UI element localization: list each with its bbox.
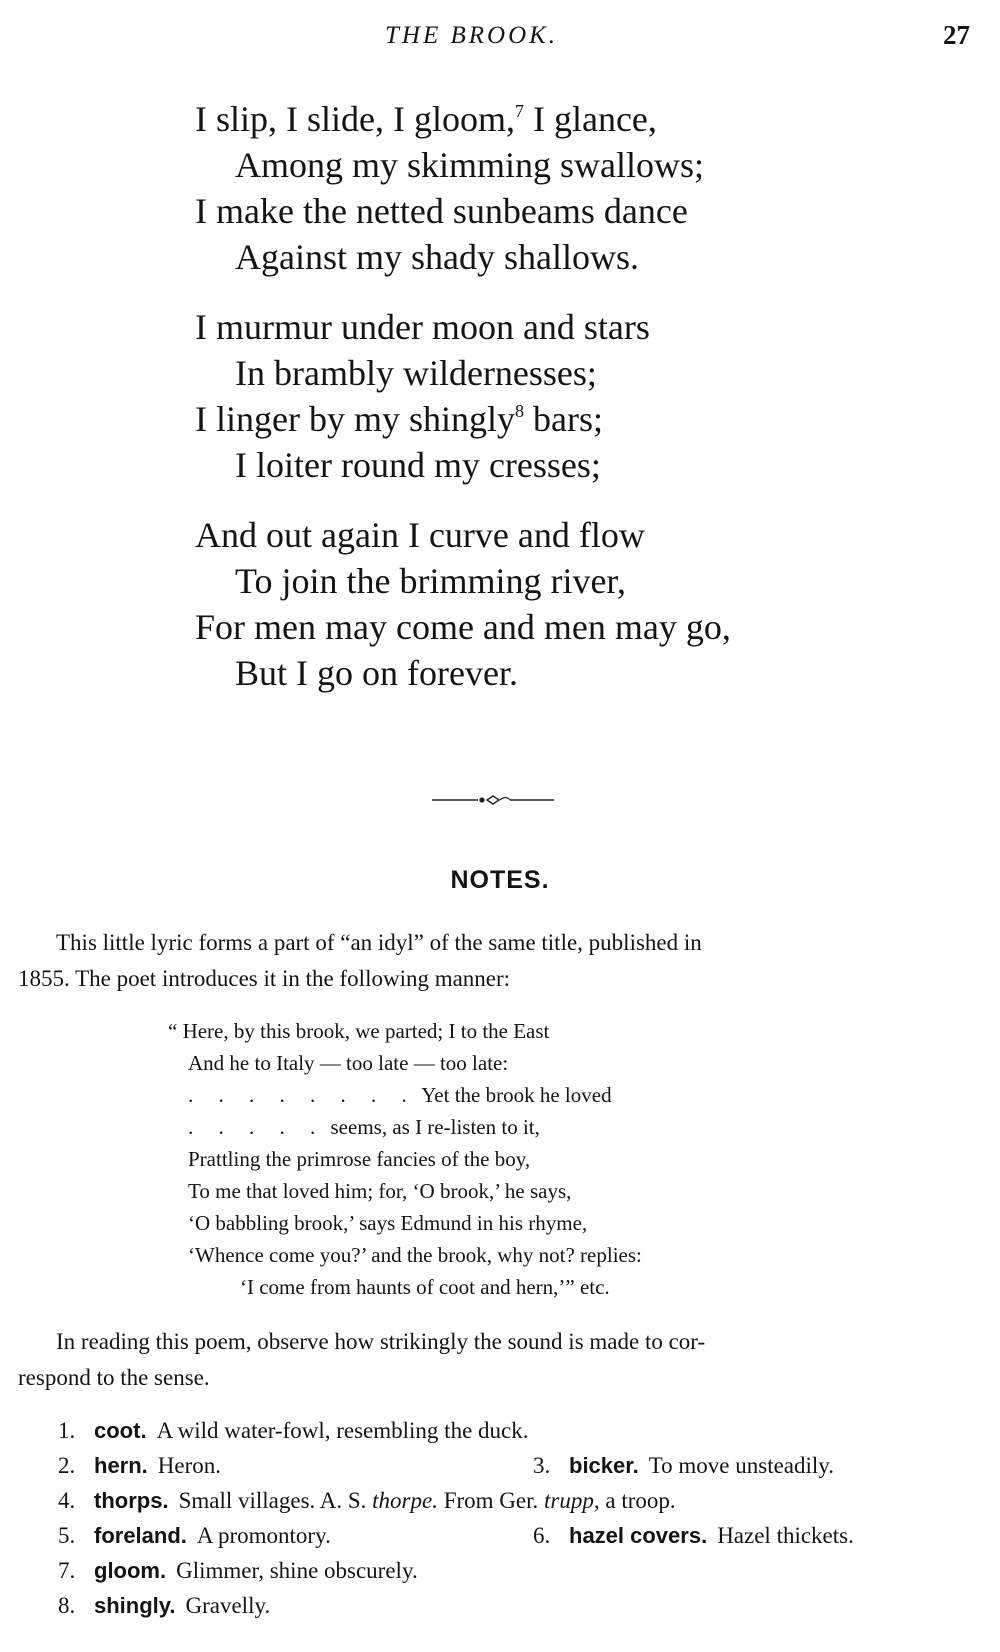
quote-line: [168, 1111, 888, 1143]
poem-line-text: In brambly wildernesses;: [235, 353, 597, 393]
glossary-term: bicker.: [569, 1453, 639, 1478]
footnote-marker: 7: [514, 101, 524, 121]
poem-line-text: To join the brimming river,: [235, 561, 626, 601]
quote-line: [168, 1239, 888, 1271]
glossary-row: [58, 1488, 978, 1523]
glossary-entry: [58, 1593, 270, 1619]
intro-line: 1855. The poet introduces it in the following manner:: [18, 966, 511, 991]
quote-text: ‘I come from haunts of coot and hern,’” etc.: [240, 1275, 610, 1299]
definition-text: Heron.: [157, 1453, 222, 1478]
glossary-term: foreland.: [94, 1523, 187, 1548]
quote-line: [168, 1175, 888, 1207]
poem-line-text: Among my skimming swallows;: [235, 145, 705, 185]
page-header: [0, 18, 1000, 58]
poem: [195, 96, 895, 720]
notes-intro-paragraph: [18, 925, 964, 997]
glossary-entry: [533, 1523, 854, 1549]
glossary-definition: [186, 1593, 271, 1618]
glossary-definition: [717, 1523, 854, 1548]
definition-text: Hazel thickets.: [717, 1523, 854, 1548]
glossary-number: 3.: [533, 1453, 551, 1478]
glossary-entry: [58, 1418, 528, 1444]
ellipsis-dots: . . . . .: [188, 1115, 326, 1139]
quote-text: Yet the brook he loved: [421, 1083, 612, 1107]
poem-line: [195, 304, 895, 350]
definition-text: A wild water-fowl, resembling the duck.: [156, 1418, 529, 1443]
glossary-entry: [58, 1488, 676, 1514]
definition-text: To move unsteadily.: [648, 1453, 835, 1478]
poem-line-text: I slip, I slide, I gloom,: [195, 99, 515, 139]
glossary-number: 6.: [533, 1523, 551, 1548]
poem-line-text: I loiter round my cresses;: [235, 445, 601, 485]
glossary-definition: [176, 1558, 418, 1583]
block-quote: [168, 1015, 888, 1303]
quote-line: [168, 1079, 888, 1111]
intro-line: This little lyric forms a part of “an idyl” of the same title, published in: [56, 930, 702, 955]
poem-line: [195, 604, 895, 650]
reading-line: In reading this poem, observe how strikingly the sound is made to cor-: [56, 1329, 706, 1354]
ornament-divider: [432, 794, 554, 806]
quote-line: [168, 1047, 888, 1079]
glossary-number: 2.: [58, 1453, 76, 1478]
quote-line: [168, 1143, 888, 1175]
glossary-number: 8.: [58, 1593, 76, 1618]
definition-text: Gravelly.: [185, 1593, 271, 1618]
definition-text: a troop.: [599, 1488, 676, 1513]
glossary-number: 1.: [58, 1418, 76, 1443]
poem-line-text: bars;: [523, 399, 603, 439]
glossary-entry: [533, 1453, 834, 1479]
quote-text: seems, as I re-listen to it,: [330, 1115, 540, 1139]
quote-text: ‘Whence come you?’ and the brook, why not? replies:: [188, 1243, 642, 1267]
poem-stanza: [195, 512, 895, 696]
poem-line: [195, 96, 895, 142]
glossary-number: 4.: [58, 1488, 76, 1513]
quote-text: And he to Italy — too late — too late:: [188, 1051, 509, 1075]
glossary-definition: [197, 1523, 331, 1548]
poem-line-text: Against my shady shallows.: [235, 237, 639, 277]
notes-heading: NOTES.: [450, 866, 550, 894]
etymology-word: thorpe.: [372, 1488, 438, 1513]
poem-line: [195, 188, 895, 234]
glossary-entry: [58, 1453, 221, 1479]
poem-stanza: [195, 304, 895, 488]
notes-reading-paragraph: [18, 1324, 964, 1396]
definition-text: From Ger.: [437, 1488, 539, 1513]
poem-line: [195, 350, 895, 396]
glossary-term: hazel covers.: [569, 1523, 708, 1548]
ellipsis-dots: . . . . . . . .: [188, 1083, 417, 1107]
poem-line: [195, 142, 895, 188]
glossary-term: thorps.: [94, 1488, 169, 1513]
glossary-definition: [649, 1453, 834, 1478]
definition-text: Glimmer, shine obscurely.: [176, 1558, 418, 1583]
quote-line: [168, 1015, 888, 1047]
quote-text: Prattling the primrose fancies of the boy,: [188, 1147, 531, 1171]
poem-line-text: But I go on forever.: [235, 653, 518, 693]
glossary-definition: [158, 1453, 221, 1478]
glossary-row: [58, 1558, 978, 1593]
etymology-word: trupp,: [544, 1488, 600, 1513]
running-title: THE BROOK.: [385, 22, 559, 49]
definition-text: Small villages. A. S.: [178, 1488, 367, 1513]
poem-line-text: I glance,: [523, 99, 657, 139]
quote-line: [168, 1207, 888, 1239]
glossary-row: [58, 1418, 978, 1453]
poem-line: [195, 558, 895, 604]
glossary-term: gloom.: [94, 1558, 167, 1583]
glossary-entry: [58, 1558, 418, 1584]
footnote-marker: 8: [514, 401, 524, 421]
glossary-number: 7.: [58, 1558, 76, 1583]
poem-line: [195, 512, 895, 558]
poem-line: [195, 234, 895, 280]
poem-line: [195, 650, 895, 696]
poem-line-text: For men may come and men may go,: [195, 607, 731, 647]
quote-text: To me that loved him; for, ‘O brook,’ he says,: [188, 1179, 572, 1203]
poem-line-text: I murmur under moon and stars: [195, 307, 650, 347]
glossary-definition: [179, 1488, 676, 1513]
quote-text: ‘O babbling brook,’ says Edmund in his rhyme,: [188, 1211, 588, 1235]
poem-line-text: I make the netted sunbeams dance: [195, 191, 688, 231]
poem-line: [195, 396, 895, 442]
glossary-entry: [58, 1523, 331, 1549]
poem-line: [195, 442, 895, 488]
page-number: 27: [943, 20, 970, 50]
glossary-definition: [157, 1418, 529, 1443]
glossary-row: [58, 1523, 978, 1558]
poem-stanza: [195, 96, 895, 280]
glossary-term: shingly.: [94, 1593, 176, 1618]
glossary-row: [58, 1593, 978, 1628]
poem-line-text: And out again I curve and flow: [195, 515, 645, 555]
definition-text: A promontory.: [196, 1523, 331, 1548]
glossary-term: coot.: [94, 1418, 147, 1443]
reading-line: respond to the sense.: [18, 1365, 210, 1390]
quote-line: [168, 1271, 888, 1303]
glossary-number: 5.: [58, 1523, 76, 1548]
glossary-row: [58, 1453, 978, 1488]
glossary-term: hern.: [94, 1453, 148, 1478]
poem-line-text: I linger by my shingly: [195, 399, 515, 439]
glossary-list: [58, 1418, 978, 1628]
quote-text: “ Here, by this brook, we parted; I to the East: [168, 1019, 550, 1043]
